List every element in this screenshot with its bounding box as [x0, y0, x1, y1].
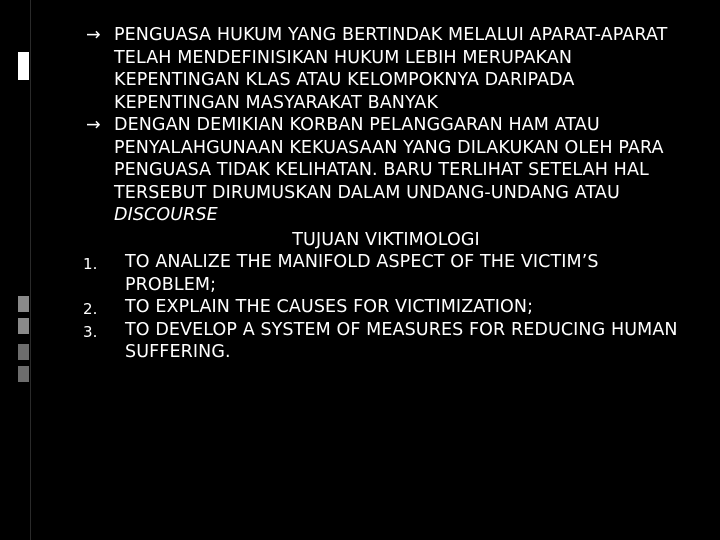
- accent-block-dark-gray: [18, 344, 29, 360]
- bullet-paragraph: [86, 24, 686, 114]
- arrow-right-icon: →: [86, 25, 101, 45]
- accent-block-gray: [18, 318, 29, 334]
- item-number: 1.: [83, 255, 98, 273]
- bullet-emphasis: DISCOURSE: [114, 205, 218, 225]
- accent-block-dark-gray: [18, 366, 29, 382]
- slide-body: [83, 24, 686, 364]
- item-text: TO DEVELOP A SYSTEM OF MEASURES FOR REDUCING HUMAN SUFFERING.: [125, 319, 678, 362]
- item-text: TO ANALIZE THE MANIFOLD ASPECT OF THE VICTIM’S PROBLEM;: [125, 252, 599, 295]
- bullet-text: DENGAN DEMIKIAN KORBAN PELANGGARAN HAM ATAU PENYALAHGUNAAN KEKUASAAN YANG DILAKUKAN OLEH PARA PENGUASA TIDAK KELIHATAN. BARU TERLIHAT SETELAH HAL TERSEBUT DIRUMUSKAN DALAM UNDANG-UNDANG ATAU: [114, 115, 664, 203]
- arrow-right-icon: →: [86, 115, 101, 135]
- item-text: TO EXPLAIN THE CAUSES FOR VICTIMIZATION;: [125, 297, 534, 317]
- bullet-paragraph: [86, 114, 686, 227]
- item-number: 3.: [83, 322, 98, 341]
- bullet-text: PENGUASA HUKUM YANG BERTINDAK MELALUI APARAT-APARAT TELAH MENDEFINISIKAN HUKUM LEBIH MERUPAKAN KEPENTINGAN KLAS ATAU KELOMPOKNYA DARIPADA KEPENTINGAN MASYARAKAT BANYAK: [114, 25, 668, 113]
- section-heading: TUJUAN VIKTIMOLOGI: [292, 229, 480, 250]
- item-number: 2.: [83, 300, 98, 318]
- numbered-item: [83, 296, 686, 319]
- accent-block-white: [18, 52, 29, 80]
- accent-block-gray: [18, 296, 29, 312]
- numbered-item: [83, 319, 686, 364]
- left-band: [0, 0, 30, 540]
- numbered-item: [83, 251, 686, 296]
